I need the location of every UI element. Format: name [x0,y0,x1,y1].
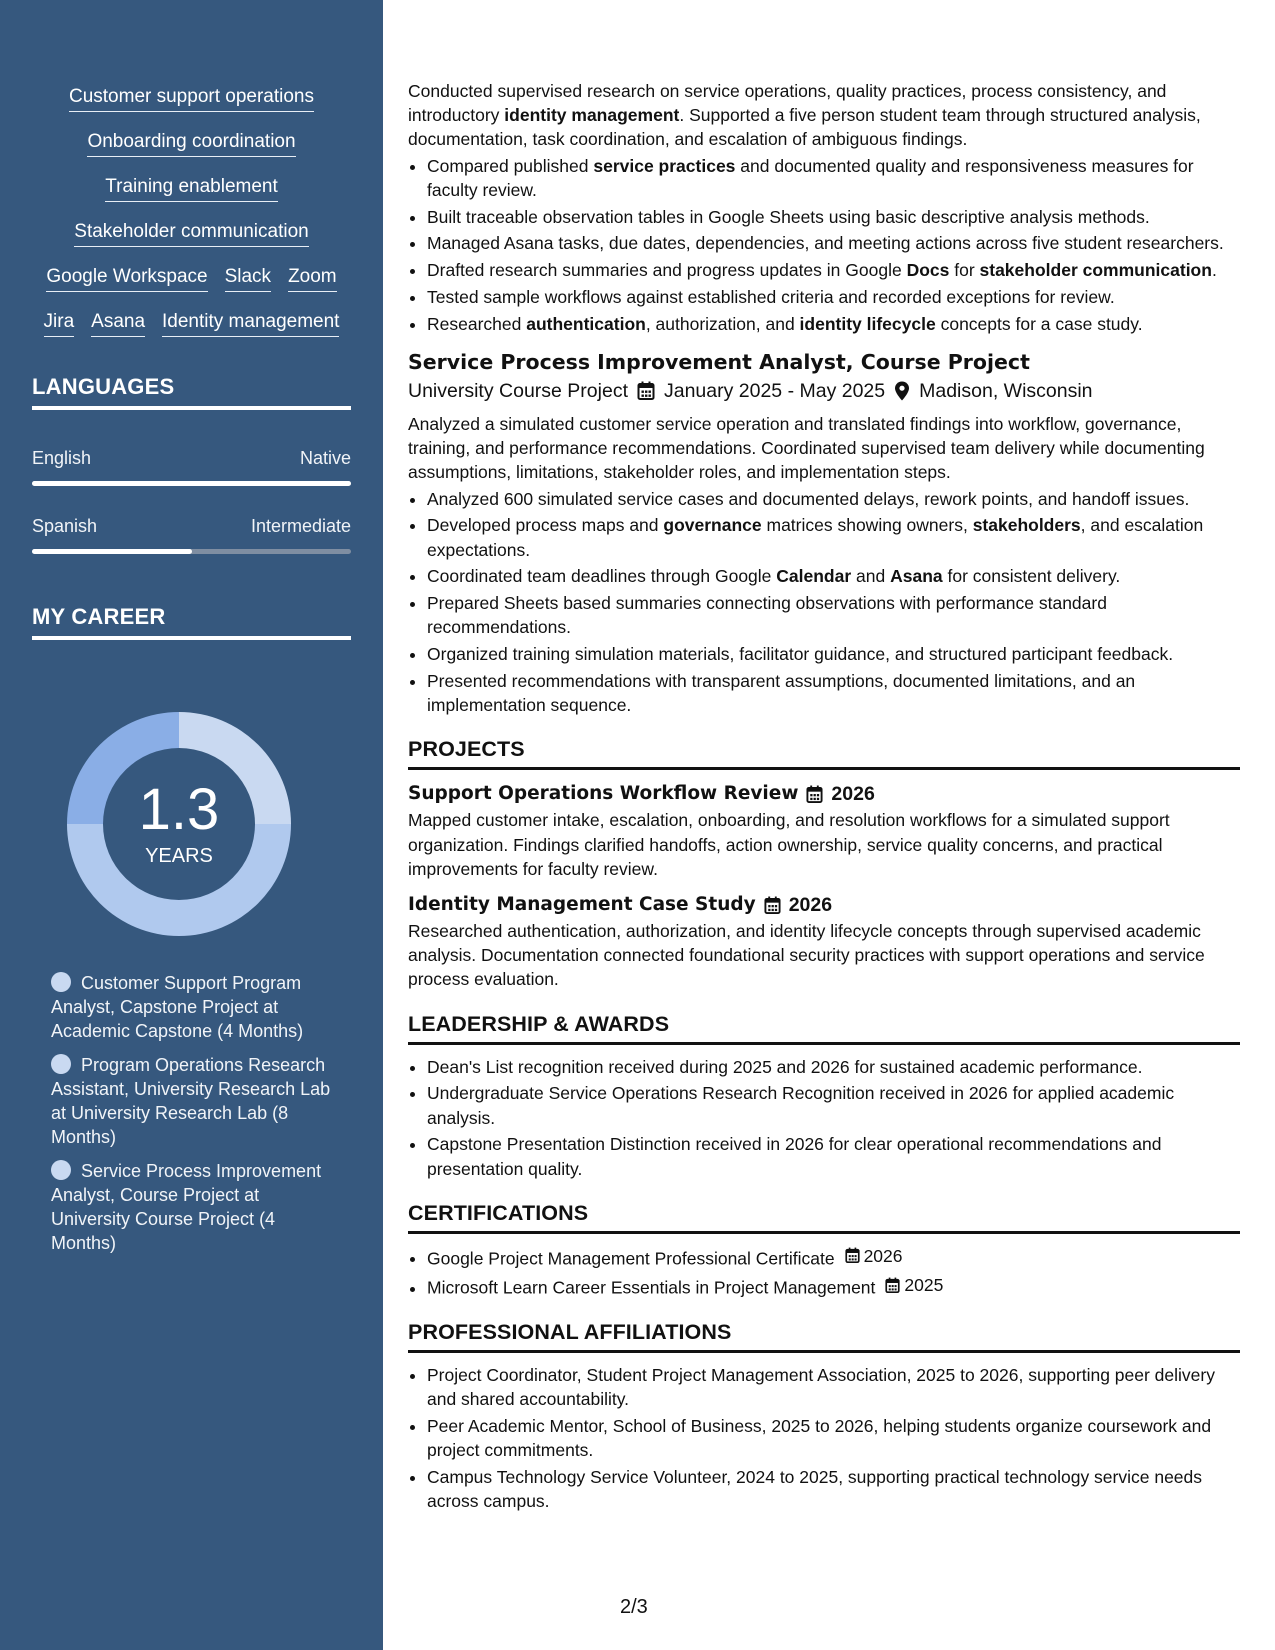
project-year: 2026 [788,894,833,917]
certification-date [845,1244,903,1268]
skill-tag: Zoom [288,266,337,292]
bullet-item: • Campus Technology Service Volunteer, 2024 to 2025, supporting practical technology service needs across campus. [427,1465,1240,1513]
certification-name: Microsoft Learn Career Essentials in Project Management [427,1277,876,1298]
project-title [408,780,1240,808]
skill-tag: Identity management [162,311,339,337]
skill-row [0,176,383,221]
bold-keyword: Asana [890,566,943,587]
language-level: Native [299,448,351,468]
bold-keyword: stakeholders [972,515,1081,536]
project-description: Researched authentication, authorization, and identity lifecycle concepts through supervised academic analysis. Documentation connected foundational security practices with support operations and service process evaluation. [408,921,1205,990]
bold-keyword: authentication [526,313,646,334]
bold-keyword: governance [663,515,762,536]
sidebar [0,0,383,1650]
bullet-item: • Developed process maps and governance matrices showing owners, stakeholders, and escalation expectations. [427,513,1240,561]
language-name: Spanish [32,516,98,536]
bullet-item: • Built traceable observation tables in Google Sheets using basic descriptive analysis methods. [427,205,1240,229]
bullet-item: • Undergraduate Service Operations Research Recognition received in 2026 for applied academic analysis. [427,1081,1240,1129]
calendar-icon [885,1277,900,1294]
bullet-item: • Analyzed 600 simulated service cases and documented delays, rework points, and handoff issues. [427,487,1240,511]
affiliations-heading: PROFESSIONAL AFFILIATIONS [408,1320,1240,1353]
bold-keyword: identity management [504,105,680,126]
skill-tag: Asana [91,311,145,337]
skill-tag: Training enablement [105,176,278,202]
career-item-text: Customer Support Program Analyst, Capstone Project at Academic Capstone (4 Months) [51,973,304,1041]
job-location: Madison, Wisconsin [919,380,1093,402]
bold-keyword: stakeholder communication [979,260,1212,281]
bullet-item: • Compared published service practices and documented quality and responsiveness measures for faculty review. [427,154,1240,202]
language-level-bar [32,481,351,486]
skill-tag: Google Workspace [46,266,207,292]
bullet-item: • Managed Asana tasks, due dates, dependencies, and meeting actions across five student researchers. [427,231,1240,255]
legend-dot [51,972,71,992]
job-summary: Analyzed a simulated customer service operation and translated findings into workflow, governance, training, and performance recommendations. Coordinated supervised team delivery while documenting assumptions, limitations, stakeholder roles, and implementation steps. [408,414,1205,483]
language-level-bar [32,549,351,554]
bullet-item: • Capstone Presentation Distinction received in 2026 for clear operational recommendations and presentation quality. [427,1132,1240,1180]
bold-keyword: service practices [593,155,736,176]
career-item [51,1053,341,1149]
language-level: Intermediate [250,516,351,536]
certification-year: 2026 [863,1245,903,1266]
skill-tag: Stakeholder communication [74,221,308,247]
bullet-item: • Dean's List recognition received during 2025 and 2026 for sustained academic performance. [427,1055,1240,1079]
bullet-item: • Researched authentication, authorization, and identity lifecycle concepts for a case study. [427,312,1240,336]
career-heading: MY CAREER [32,604,351,640]
skill-row [0,311,383,356]
calendar-icon [806,785,823,804]
language-level-fill [32,481,351,486]
project-name: Support Operations Workflow Review [408,783,799,805]
languages-heading: LANGUAGES [32,374,351,410]
job-dates: January 2025 - May 2025 [663,380,886,402]
skill-tag: Onboarding coordination [87,131,295,157]
bold-keyword: Calendar [776,566,852,587]
language-row [32,516,351,537]
job-bullets [408,154,1240,336]
bullet-item: • Presented recommendations with transparent assumptions, documented limitations, and an implementation sequence. [427,669,1240,717]
certification-item [427,1273,1240,1300]
skill-row [0,131,383,176]
page-number: 2/3 [620,1596,648,1618]
career-list [51,971,341,1265]
project-description: Mapped customer intake, escalation, onboarding, and resolution workflows for a simulated support organization. Findings clarified handoffs, action ownership, service quality concerns, and practical improvements for faculty review. [408,810,1170,879]
skill-tag: Customer support operations [69,86,314,112]
projects-list [408,780,1240,991]
bold-keyword: Docs [906,260,950,281]
certification-name: Google Project Management Professional Certificate [427,1248,835,1269]
main-content [408,79,1240,1516]
job-bullets [408,487,1240,718]
job-title: Service Process Improvement Analyst, Course Project [408,350,1030,374]
calendar-icon [845,1247,860,1264]
awards-list [408,1055,1240,1181]
job-org: University Course Project [408,380,628,402]
calendar-icon [637,381,655,401]
certification-item [427,1244,1240,1271]
career-item [51,1159,341,1255]
projects-heading: PROJECTS [408,737,1240,770]
bullet-item: • Tested sample workflows against established criteria and recorded exceptions for review. [427,285,1240,309]
language-name: English [32,448,92,468]
career-item-text: Program Operations Research Assistant, University Research Lab at University Research Lab (8 Months) [51,1055,331,1147]
skill-tag: Slack [225,266,271,292]
skills-list [0,86,383,356]
language-row [32,448,351,469]
bold-keyword: identity lifecycle [799,313,936,334]
awards-heading: LEADERSHIP & AWARDS [408,1012,1240,1045]
bullet-item: • Coordinated team deadlines through Google Calendar and Asana for consistent delivery. [427,564,1240,588]
years-label: YEARS [145,845,213,867]
job-meta [408,376,1240,406]
certifications-list [408,1244,1240,1300]
project-title [408,891,1240,919]
certifications-heading: CERTIFICATIONS [408,1201,1240,1234]
certification-year: 2025 [904,1275,944,1296]
bullet-item: • Organized training simulation materials, facilitator guidance, and structured participant feedback. [427,642,1240,666]
legend-dot [51,1054,71,1074]
career-item-text: Service Process Improvement Analyst, Course Project at University Course Project (4 Months) [51,1161,322,1253]
legend-dot [51,1160,71,1180]
bullet-item: • Drafted research summaries and progress updates in Google Docs for stakeholder communication. [427,258,1240,282]
bullet-item: • Prepared Sheets based summaries connecting observations with performance standard recommendations. [427,591,1240,639]
years-value: 1.3 [138,777,220,842]
skill-row [0,86,383,131]
bullet-item: • Project Coordinator, Student Project Management Association, 2025 to 2026, supporting peer delivery and shared accountability. [427,1363,1240,1411]
bullet-item: • Peer Academic Mentor, School of Business, 2025 to 2026, helping students organize coursework and project commitments. [427,1414,1240,1462]
skill-row [0,266,383,311]
project-year: 2026 [831,783,875,806]
project-name: Identity Management Case Study [408,894,756,916]
language-level-fill [32,549,192,554]
calendar-icon [764,896,781,915]
career-item [51,971,341,1043]
skill-tag: Jira [44,311,75,337]
job-summary: Conducted supervised research on service operations, quality practices, process consistency, and introductory identity management. Supported a five person student team through structured analysis, documentation, task coordination, and escalation of ambiguous findings. [408,81,1201,150]
affiliations-list [408,1363,1240,1513]
certification-date [885,1273,943,1297]
skill-row [0,221,383,266]
location-pin-icon [894,381,910,401]
